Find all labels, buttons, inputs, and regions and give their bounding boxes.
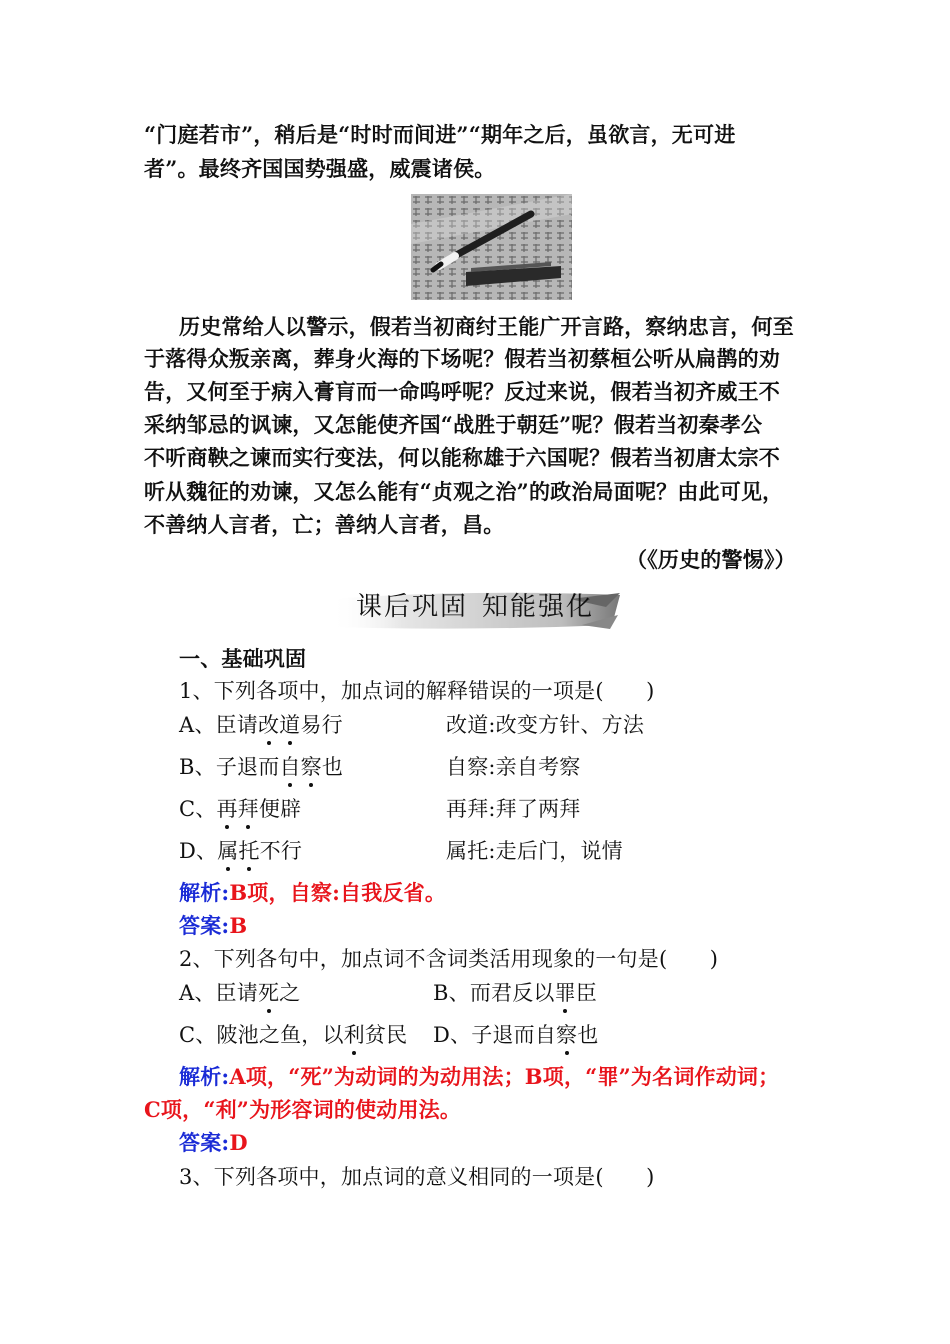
section-banner [356, 590, 594, 624]
q1-stem: 1、下列各项中，加点词的解释错误的一项是( ) [179, 679, 655, 703]
q1-option-d: D、属托不行 [179, 836, 302, 866]
q2-option-b: B、而君反以罪臣 [433, 978, 597, 1008]
calligraphy-photo [411, 194, 572, 300]
q2-option-a: A、臣请死之 [179, 978, 300, 1008]
q1-option-c: C、再拜便辟 [179, 794, 301, 824]
intro-line-2: 者”。最终齐国国势强盛，威震诸侯。 [144, 156, 496, 181]
q2-analysis-line-2: C项，“利”为形容词的使动用法。 [144, 1097, 462, 1122]
q1-gloss-a: 改道:改变方针、方法 [446, 713, 645, 737]
q1-answer: 答案:B [179, 913, 248, 938]
paragraph-line-5: 不听商鞅之谏而实行变法，何以能称雄于六国呢？假若当初唐太宗不 [144, 445, 780, 470]
q1-gloss-d: 属托:走后门，说情 [446, 839, 623, 863]
paragraph-line-2: 于落得众叛亲离，葬身火海的下场呢？假若当初蔡桓公听从扁鹊的劝 [144, 346, 780, 371]
q2-option-c: C、陂池之鱼，以利贫民 [179, 1020, 407, 1050]
q1-gloss-b: 自察:亲自考察 [446, 755, 581, 779]
paragraph-line-4: 采纳邹忌的讽谏，又怎能使齐国“战胜于朝廷”呢？假若当初秦孝公 [144, 412, 763, 437]
banner-right: 知能强化 [482, 592, 595, 622]
paragraph-line-1: 历史常给人以警示，假若当初商纣王能广开言路，察纳忠言，何至 [179, 314, 794, 339]
q2-option-d: D、子退而自察也 [433, 1020, 598, 1050]
paragraph-line-6: 听从魏征的劝谏，又怎么能有“贞观之治”的政治局面呢？由此可见， [144, 479, 784, 504]
q1-gloss-c: 再拜:拜了两拜 [446, 797, 581, 821]
q1-analysis: 解析:B项，自察:自我反省。 [179, 880, 447, 905]
source-citation: （《历史的警惕》） [626, 547, 796, 572]
q2-stem: 2、下列各句中，加点词不含词类活用现象的一句是( ) [179, 947, 719, 971]
q3-stem: 3、下列各项中，加点词的意义相同的一项是( ) [179, 1165, 655, 1189]
q1-option-a: A、臣请改道易行 [179, 710, 343, 740]
q1-option-b: B、子退而自察也 [179, 752, 343, 782]
q2-analysis-line-1: 解析:A项，“死”为动词的为动用法；B项，“罪”为名词作动词； [179, 1064, 780, 1089]
paragraph-line-7: 不善纳人言者，亡；善纳人言者，昌。 [144, 512, 505, 537]
section-title: 一、基础巩固 [179, 646, 307, 671]
q2-answer: 答案:D [179, 1130, 248, 1155]
banner-left: 课后巩固 [356, 592, 469, 622]
paragraph-line-3: 告，又何至于病入膏肓而一命呜呼呢？反过来说，假若当初齐威王不 [144, 379, 780, 404]
intro-line-1: “门庭若市”，稍后是“时时而间进”“期年之后，虽欲言，无可进 [144, 122, 736, 147]
